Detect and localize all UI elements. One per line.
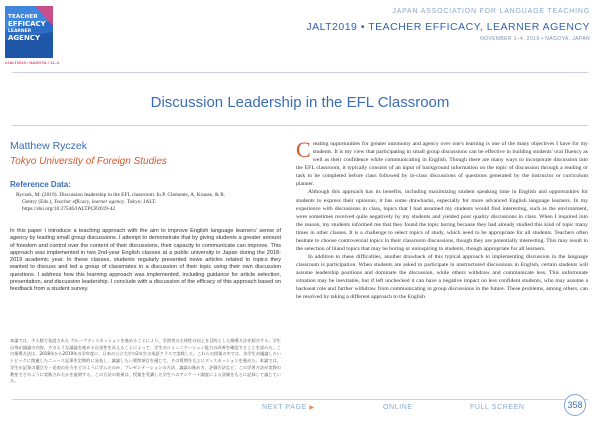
reference-doi-link[interactable]: https://doi.org/10.37546/JALTPCP2019-42 (22, 205, 116, 212)
logo-line-learner: LEARNER (8, 29, 32, 34)
body-paragraph-1 (296, 137, 588, 188)
conference-dates: NOVEMBER 1–4, 2019 • NAGOYA, JAPAN (480, 36, 590, 42)
page-number-badge: 358 (564, 394, 586, 416)
reference-heading: Reference Data: (10, 180, 71, 189)
online-link[interactable]: ONLINE (383, 404, 413, 411)
next-page-label: NEXT PAGE (262, 404, 307, 411)
header-divider-bottom (12, 125, 588, 126)
body-paragraph-1-text: reating opportunities for greater autonomy and agency over one's learning is one of the many objectives I have for my students. It is my view that participating in small group discussions can be effective in building students' oral fluency as well as their confidence while communicating in English. Though there are many ways to incorporate discussion into the EFL classroom, it typically consists of an input of background information on the topic of discussion through a reading or task to be completed before class followed by in-class discussions of questions generated by the instructor or curriculum planner. (296, 141, 588, 188)
logo-line-efficacy: EFFICACY (8, 20, 46, 28)
arrow-right-icon: ▶ (309, 405, 315, 411)
reference-book-title: Teacher efficacy, learner agency (54, 198, 125, 205)
reference-editors: Gentry (Eds.), (22, 198, 55, 205)
author-name: Matthew Ryczek (10, 140, 88, 152)
abstract-japanese: 本論では、少人数で発話された グループディスカッションを進めることにより、学習者の主体性の向上を目的とした指導方法を紹介する。学生自身が議論の内容、そのような議論を進める自発性を具えることによって、学生のコミュニケーション能力の改善を確認することを試みた。この指導方法は、2018年から2019年の学年度に、日本の公立大学の2年生の英語クラスで実践した。これらの授業の中では、各学生が議論したいトピックに関連したニュース記事を定期的に発表し、議論したい質問項目を通じて、その質問をもとにディスカッションを進めた。本論では、学生が記事の選び方・発表の仕方をどのように学んだのか、プレゼンテーションの方法、議論の進め方、評価方法など、この学習方法が実際の教室でどのように実践されたかを説明する。この方法の効果は、授業を受講した学生へのアンケート調査による評価をもとに記録して論じている。 (10, 338, 281, 384)
reference-publisher: . Tokyo: JALT. (124, 198, 157, 205)
header-divider-top (12, 72, 588, 73)
article-body (296, 137, 588, 302)
association-name: JAPAN ASSOCIATION FOR LANGUAGE TEACHING (392, 8, 590, 15)
drop-cap: C (296, 137, 311, 162)
reference-line-1: Ryczek, M. (2019). Discussion leadership in the EFL classroom. In P. Clements, A. Krause, & R. (16, 192, 226, 198)
next-page-button[interactable] (262, 404, 315, 411)
abstract-english: In this paper I introduce a teaching approach with the aim to improve English language learners' sense of agency by leading small group discussions. I attempt to demonstrate that by giving students a greater amount of freedom and control over the content of their discussions, their capacity to communicate can improve. This approach was implemented in two 2nd-year English classes at a public university in Japan during the 2018-2019 academic year. In these classes, students regularly presented news articles related to topics they wanted to discuss and led a group of classmates in a discussion of their topic using their own discussion questions. I address how this learning approach was implemented, including guidance for article selection, presentation, and discussion leadership. I conclude with a discussion of the efficacy of this approach based on feedback from a student survey. (10, 228, 281, 293)
conference-title: JALT2019 • TEACHER EFFICACY, LEARNER AGENCY (306, 21, 590, 33)
body-paragraph-2: Although this approach has its benefits, including maximizing student speaking time in English and opportunities for students to express their opinions, it has some drawbacks, especially for more advanced English language learners. In my experience with discussions in class, topics that I had assumed my students would find interesting, such as the environment, were sometimes received quite negatively by my students and yielded poor quality discussions in class. When I inquired into the reason, my students informed me that they found the topic boring because they had already studied this kind of topic many times in other classes. It is a challenge to select topics of study, which need to be appropriate for all students. Teachers often hesitate to choose controversial topics in their classroom discussions, though they are potentially interesting. This may result in the selection of bland topics that may be boring or uninspiring to students, though appropriate for all learners. (296, 189, 588, 253)
conference-logo (5, 6, 53, 58)
reference-line-2 (16, 199, 278, 206)
logo-line-teacher: TEACHER (8, 14, 38, 20)
author-affiliation: Tokyo University of Foreign Studies (10, 156, 167, 167)
body-paragraph-3: In addition to these difficulties, another drawback of this typical approach to implementing discussion in the language classroom is participation. When students are asked to participate in unstructured discussions in English, certain students will assume leadership positions and dominate the discussion, while others withdraw and communicate less. This unfortunate situation may be inevitable, but if left unchecked it can have a negative impact on less confident students, who may assume a backseat role and further withdraw from communicating in group discussions in the future. These problems, among others, can be resolved by taking a different approach to the English (296, 254, 588, 301)
footer-divider (12, 399, 588, 400)
logo-line-agency: AGENCY (8, 34, 41, 42)
reference-citation (16, 192, 278, 213)
logo-footer-text: #JALT2019 • NAGOYA • 11–4 (5, 60, 59, 65)
full-screen-button[interactable]: FULL SCREEN (470, 404, 525, 411)
article-title: Discussion Leadership in the EFL Classroom (150, 94, 450, 111)
